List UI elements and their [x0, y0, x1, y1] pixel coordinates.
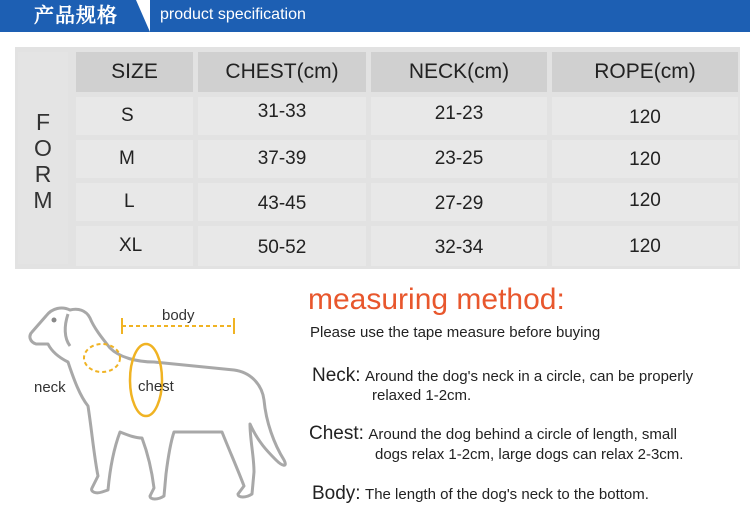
body-instruction — [312, 483, 649, 505]
chest-instruction-line2: dogs relax 1-2cm, large dogs can relax 2-3cm. — [375, 446, 684, 463]
dog-diagram — [18, 292, 303, 517]
dog-eye — [52, 318, 57, 323]
cell-rope: 120 — [552, 226, 738, 266]
cell-size: XL — [76, 226, 193, 266]
cell-neck: 23-25 — [371, 140, 547, 178]
form-letter: M — [33, 187, 53, 213]
neck-measure-ring — [84, 344, 120, 372]
chest-instruction-label: Chest: — [309, 423, 364, 444]
cell-size: S — [76, 97, 193, 135]
header-title-cn: 产品规格 — [34, 5, 118, 27]
neck-instruction — [312, 365, 693, 387]
column-header-rope: ROPE(cm) — [552, 52, 738, 92]
chest-instruction-line1: Around the dog behind a circle of length, small — [368, 426, 677, 443]
dog-ear — [65, 314, 70, 346]
column-header-neck: NECK(cm) — [371, 52, 547, 92]
cell-size: L — [76, 183, 193, 221]
header-notch — [136, 0, 150, 32]
column-header-size: SIZE — [76, 52, 193, 92]
cell-chest: 37-39 — [198, 140, 366, 178]
neck-instruction-line1: Around the dog's neck in a circle, can be properly — [365, 368, 694, 385]
form-letter: O — [34, 135, 52, 161]
cell-rope: 120 — [552, 97, 738, 135]
form-label — [18, 52, 68, 264]
form-letter: R — [34, 161, 52, 187]
measuring-intro: Please use the tape measure before buying — [310, 324, 601, 341]
cell-chest: 31-33 — [198, 97, 366, 135]
body-instruction-label: Body: — [312, 483, 361, 504]
diagram-body-label: body — [162, 307, 195, 324]
cell-neck: 21-23 — [371, 97, 547, 135]
diagram-chest-label: chest — [138, 378, 174, 395]
column-header-chest: CHEST(cm) — [198, 52, 366, 92]
cell-rope: 120 — [552, 140, 738, 178]
form-letter: F — [35, 109, 51, 135]
chest-instruction — [309, 423, 677, 445]
neck-instruction-label: Neck: — [312, 365, 361, 386]
body-instruction-line1: The length of the dog's neck to the bottom. — [365, 486, 649, 503]
cell-chest: 43-45 — [198, 183, 366, 221]
cell-neck: 27-29 — [371, 183, 547, 221]
measuring-method-title: measuring method: — [308, 283, 565, 316]
neck-instruction-line2: relaxed 1-2cm. — [372, 387, 472, 404]
cell-rope: 120 — [552, 183, 738, 221]
cell-neck: 32-34 — [371, 226, 547, 266]
cell-size: M — [76, 140, 193, 178]
cell-chest: 50-52 — [198, 226, 366, 266]
diagram-neck-label: neck — [34, 379, 66, 396]
header-title-en: product specification — [160, 6, 306, 23]
header-bar — [0, 0, 750, 32]
